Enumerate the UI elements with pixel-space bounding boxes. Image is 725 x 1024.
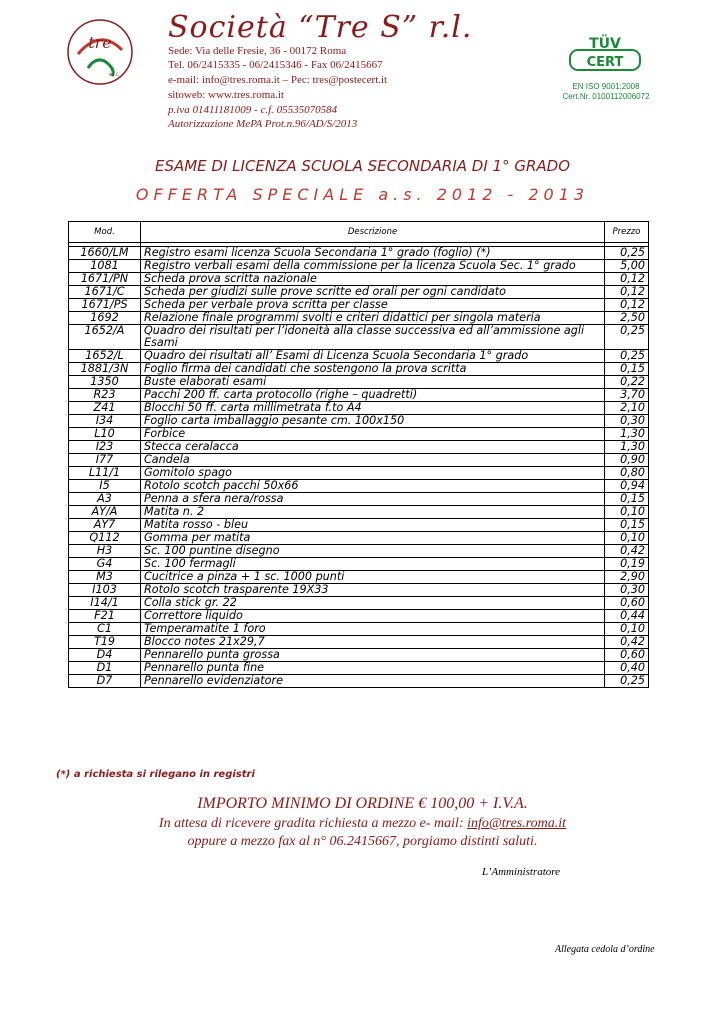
table-row: [69, 675, 649, 688]
table-row: [69, 623, 649, 636]
table-row: [69, 506, 649, 519]
cell-mod: AY7: [69, 519, 141, 532]
cell-mod: 1652/L: [69, 350, 141, 363]
cell-mod: H3: [69, 545, 141, 558]
table-row: [69, 636, 649, 649]
page-title: ESAME DI LICENZA SCUOLA SECONDARIA DI 1° GRADO: [154, 157, 571, 175]
cell-price: 0,12: [605, 286, 649, 299]
cell-desc: Sc. 100 fermagli: [141, 558, 605, 571]
table-row: [69, 493, 649, 506]
table-row: [69, 247, 649, 260]
cell-desc: Registro esami licenza Scuola Secondaria 1° grado (foglio) (*): [141, 247, 605, 260]
cell-price: 0,25: [605, 247, 649, 260]
cell-price: 0,10: [605, 623, 649, 636]
table-row: [69, 441, 649, 454]
cell-desc: Correttore liquido: [141, 610, 605, 623]
minimum-order: IMPORTO MINIMO DI ORDINE € 100,00 + I.V.A.: [197, 795, 528, 812]
closing-text: In attesa di ricevere gradita richiesta a mezzo e- mail:: [158, 816, 468, 831]
table-row: [69, 415, 649, 428]
table-row: [69, 428, 649, 441]
cell-price: 0,15: [605, 363, 649, 376]
email-link[interactable]: info@tres.roma.it: [467, 816, 567, 831]
table-row: [69, 325, 649, 350]
cell-desc: Pacchi 200 ff. carta protocollo (righe – quadretti): [141, 389, 605, 402]
cell-desc: Pennarello evidenziatore: [141, 675, 605, 688]
cell-desc: Scheda per giudizi sulle prove scritte ed orali per ogni candidato: [141, 286, 605, 299]
cell-price: 3,70: [605, 389, 649, 402]
cell-mod: 1671/PS: [69, 299, 141, 312]
cell-mod: C1: [69, 623, 141, 636]
cert-number: Cert.Nr. 0100112006072: [562, 92, 650, 101]
cert-standard: EN ISO 9001:2008: [572, 82, 640, 91]
cell-price: 0,10: [605, 532, 649, 545]
table-row: [69, 402, 649, 415]
header-price: Prezzo: [605, 222, 649, 243]
cell-price: 0,44: [605, 610, 649, 623]
table-row: [69, 260, 649, 273]
cell-desc: Scheda prova scritta nazionale: [141, 273, 605, 286]
cell-mod: L11/1: [69, 467, 141, 480]
cell-desc: Gomma per matita: [141, 532, 605, 545]
cell-desc: Blocchi 50 ff. carta millimetrata f.to A4: [141, 402, 605, 415]
cell-price: 0,30: [605, 584, 649, 597]
cell-desc: Scheda per verbale prova scritta per classe: [141, 299, 605, 312]
attachment-note: Allegata cedola d’ordine: [555, 944, 655, 955]
cell-price: 0,90: [605, 454, 649, 467]
table-row: [69, 273, 649, 286]
table-row: [69, 545, 649, 558]
cell-price: 0,25: [605, 350, 649, 363]
table-row: [69, 299, 649, 312]
cell-mod: 1660/LM: [69, 247, 141, 260]
cell-price: 0,42: [605, 636, 649, 649]
cell-price: 0,94: [605, 480, 649, 493]
cell-price: 0,40: [605, 662, 649, 675]
cell-mod: 1671/C: [69, 286, 141, 299]
cell-price: 0,80: [605, 467, 649, 480]
table-row: [69, 480, 649, 493]
cell-mod: Q112: [69, 532, 141, 545]
cell-desc: Matita rosso - bleu: [141, 519, 605, 532]
cell-mod: G4: [69, 558, 141, 571]
cell-mod: AY/A: [69, 506, 141, 519]
email-line[interactable]: e-mail: info@tres.roma.it – Pec: tres@postecert.it: [168, 74, 388, 86]
cell-mod: I14/1: [69, 597, 141, 610]
cell-mod: A3: [69, 493, 141, 506]
cell-mod: F21: [69, 610, 141, 623]
cell-price: 0,12: [605, 273, 649, 286]
cell-desc: Sc. 100 puntine disegno: [141, 545, 605, 558]
cell-desc: Matita n. 2: [141, 506, 605, 519]
cell-price: 1,30: [605, 428, 649, 441]
cell-price: 0,15: [605, 519, 649, 532]
cell-mod: D7: [69, 675, 141, 688]
header-mod: Mod.: [69, 222, 141, 243]
cell-desc: Candela: [141, 454, 605, 467]
table-row: [69, 519, 649, 532]
cell-desc: Quadro dei risultati per l’idoneità alla classe successiva ed all’ammissione agli Esami: [141, 325, 605, 350]
tuv-cert-logo: [560, 32, 650, 76]
price-table: [68, 221, 649, 688]
logo-text: tre: [88, 33, 112, 52]
company-name: Società “Tre S” r.l.: [168, 10, 473, 45]
cell-mod: D1: [69, 662, 141, 675]
table-row: [69, 649, 649, 662]
cell-mod: Z41: [69, 402, 141, 415]
header-desc: Descrizione: [141, 222, 605, 243]
table-row: [69, 286, 649, 299]
company-logo: [66, 18, 134, 86]
cell-desc: Blocco notes 21x29,7: [141, 636, 605, 649]
table-row: [69, 350, 649, 363]
cell-price: 0,15: [605, 493, 649, 506]
cell-mod: 1652/A: [69, 325, 141, 350]
cell-desc: Penna a sfera nera/rossa: [141, 493, 605, 506]
table-row: [69, 558, 649, 571]
cell-desc: Colla stick gr. 22: [141, 597, 605, 610]
cell-price: 5,00: [605, 260, 649, 273]
cell-price: 0,60: [605, 597, 649, 610]
cell-price: 2,10: [605, 402, 649, 415]
vat-line: p.iva 01411181009 - c.f. 05535070584: [168, 104, 338, 116]
cell-desc: Registro verbali esami della commissione per la licenza Scuola Sec. 1° grado: [141, 260, 605, 273]
cell-price: 0,60: [605, 649, 649, 662]
address-line: Sede: Via delle Fresie, 36 - 00172 Roma: [168, 45, 347, 57]
table-row: [69, 571, 649, 584]
table-row: [69, 610, 649, 623]
cell-mod: 1881/3N: [69, 363, 141, 376]
cell-price: 2,90: [605, 571, 649, 584]
cell-mod: I77: [69, 454, 141, 467]
cell-desc: Pennarello punta grossa: [141, 649, 605, 662]
table-row: [69, 467, 649, 480]
cell-mod: I34: [69, 415, 141, 428]
cell-desc: Stecca ceralacca: [141, 441, 605, 454]
table-row: [69, 376, 649, 389]
cell-desc: Foglio carta imballaggio pesante cm. 100x150: [141, 415, 605, 428]
cell-desc: Quadro dei risultati all’ Esami di Licenza Scuola Secondaria 1° grado: [141, 350, 605, 363]
cell-desc: Relazione finale programmi svolti e criteri didattici per singola materia: [141, 312, 605, 325]
table-row: [69, 584, 649, 597]
cell-desc: Cucitrice a pinza + 1 sc. 1000 punti: [141, 571, 605, 584]
closing-line-1: [0, 816, 725, 832]
cell-desc: Foglio firma dei candidati che sostengono la prova scritta: [141, 363, 605, 376]
tuv-text: TÜV: [589, 36, 621, 52]
logo-small-text: s.r.l.: [108, 72, 120, 78]
cell-desc: Pennarello punta fine: [141, 662, 605, 675]
cell-desc: Temperamatite 1 foro: [141, 623, 605, 636]
website-line[interactable]: sitoweb: www.tres.roma.it: [168, 89, 284, 101]
cell-mod: R23: [69, 389, 141, 402]
cell-mod: 1692: [69, 312, 141, 325]
cell-price: 0,19: [605, 558, 649, 571]
cell-price: 0,25: [605, 325, 649, 350]
phone-line: Tel. 06/2415335 - 06/2415346 - Fax 06/2415667: [168, 59, 383, 71]
cell-desc: Rotolo scotch trasparente 19X33: [141, 584, 605, 597]
table-row: [69, 532, 649, 545]
cell-mod: T19: [69, 636, 141, 649]
closing-line-2: oppure a mezzo fax al n° 06.2415667, porgiamo distinti saluti.: [187, 834, 538, 849]
offer-title: OFFERTA SPECIALE a.s. 2012 - 2013: [135, 185, 590, 204]
cell-mod: 1081: [69, 260, 141, 273]
table-header-row: [69, 222, 649, 243]
table-row: [69, 312, 649, 325]
table-row: [69, 662, 649, 675]
cell-price: 2,50: [605, 312, 649, 325]
cell-price: 0,12: [605, 299, 649, 312]
cell-mod: I5: [69, 480, 141, 493]
cell-price: 0,10: [605, 506, 649, 519]
cell-price: 0,30: [605, 415, 649, 428]
cell-price: 1,30: [605, 441, 649, 454]
cell-mod: D4: [69, 649, 141, 662]
cell-price: 0,25: [605, 675, 649, 688]
cell-desc: Rotolo scotch pacchi 50x66: [141, 480, 605, 493]
footnote: (*) a richiesta si rilegano in registri: [56, 769, 255, 780]
mepa-line: Autorizzazione MePA Prot.n.96/AD/S/2013: [168, 118, 358, 130]
cell-mod: I103: [69, 584, 141, 597]
cell-desc: Forbice: [141, 428, 605, 441]
signature: L’Amministratore: [482, 866, 561, 878]
cell-mod: L10: [69, 428, 141, 441]
cell-mod: I23: [69, 441, 141, 454]
cell-mod: M3: [69, 571, 141, 584]
table-row: [69, 363, 649, 376]
cell-mod: 1350: [69, 376, 141, 389]
cell-mod: 1671/PN: [69, 273, 141, 286]
cert-text: CERT: [586, 55, 624, 70]
cell-desc: Gomitolo spago: [141, 467, 605, 480]
cell-price: 0,42: [605, 545, 649, 558]
cell-price: 0,22: [605, 376, 649, 389]
table-row: [69, 597, 649, 610]
cell-desc: Buste elaborati esami: [141, 376, 605, 389]
table-row: [69, 454, 649, 467]
table-row: [69, 389, 649, 402]
